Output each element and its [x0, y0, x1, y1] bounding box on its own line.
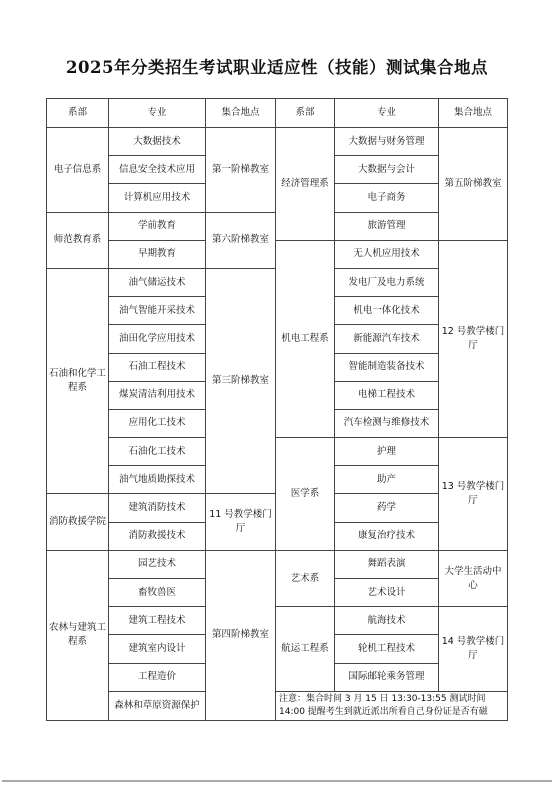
- department-cell: 电子信息系: [47, 128, 109, 213]
- major-cell: 旅游管理: [335, 212, 439, 240]
- location-cell: 12 号教学楼门厅: [439, 240, 508, 437]
- major-cell: 药学: [335, 494, 439, 522]
- major-cell: 电子商务: [335, 184, 439, 212]
- major-cell: 助产: [335, 466, 439, 494]
- location-cell: 13 号教学楼门厅: [439, 438, 508, 551]
- major-cell: 康复治疗技术: [335, 522, 439, 550]
- major-cell: 大数据技术: [109, 128, 206, 156]
- notice-text: 注意：集合时间 3 月 15 日 13:30-13:55 测试时间 14:00 提醒考生到就近派出所看自己身份证是否有磁: [276, 691, 508, 720]
- department-cell: 消防救援学院: [47, 494, 109, 550]
- location-cell: 第六阶梯教室: [206, 212, 276, 268]
- location-cell: 11 号教学楼门厅: [206, 494, 276, 550]
- location-cell: 第五阶梯教室: [439, 128, 508, 241]
- department-cell: 石油和化学工程系: [47, 268, 109, 494]
- major-cell: 汽车检测与维修技术: [335, 409, 439, 437]
- department-cell: 艺术系: [276, 550, 335, 606]
- table-row: [47, 607, 508, 635]
- department-cell: 师范教育系: [47, 212, 109, 268]
- table-row: [47, 550, 508, 578]
- table-row: [47, 691, 508, 720]
- table-header-row: [47, 99, 508, 128]
- major-cell: 发电厂及电力系统: [335, 268, 439, 296]
- location-cell: 第一阶梯教室: [206, 128, 276, 213]
- major-cell: 石油工程技术: [109, 353, 206, 381]
- major-cell: 国际邮轮乘务管理: [335, 663, 439, 691]
- major-cell: 建筑消防技术: [109, 494, 206, 522]
- bottom-divider: [2, 780, 552, 782]
- schedule-table: [46, 98, 508, 721]
- department-cell: 航运工程系: [276, 607, 335, 692]
- header-department-left: 系部: [47, 99, 109, 128]
- location-cell: 第四阶梯教室: [206, 550, 276, 720]
- department-cell: 农林与建筑工程系: [47, 550, 109, 720]
- major-cell: 智能制造装备技术: [335, 353, 439, 381]
- major-cell: 畜牧兽医: [109, 579, 206, 607]
- major-cell: 新能源汽车技术: [335, 325, 439, 353]
- major-cell: 信息安全技术应用: [109, 156, 206, 184]
- header-major-left: 专业: [109, 99, 206, 128]
- major-cell: 油气智能开采技术: [109, 297, 206, 325]
- location-cell: 第三阶梯教室: [206, 268, 276, 494]
- department-cell: 经济管理系: [276, 128, 335, 241]
- major-cell: 计算机应用技术: [109, 184, 206, 212]
- location-cell: 大学生活动中心: [439, 550, 508, 606]
- major-cell: 油气地质勘探技术: [109, 466, 206, 494]
- major-cell: 建筑工程技术: [109, 607, 206, 635]
- major-cell: 园艺技术: [109, 550, 206, 578]
- major-cell: 油气储运技术: [109, 268, 206, 296]
- major-cell: 大数据与会计: [335, 156, 439, 184]
- department-cell: 机电工程系: [276, 240, 335, 437]
- major-cell: 石油化工技术: [109, 438, 206, 466]
- major-cell: 大数据与财务管理: [335, 128, 439, 156]
- table-row: [47, 438, 508, 466]
- table-row: [47, 240, 508, 268]
- major-cell: 电梯工程技术: [335, 381, 439, 409]
- major-cell: 油田化学应用技术: [109, 325, 206, 353]
- major-cell: 无人机应用技术: [335, 240, 439, 268]
- major-cell: 应用化工技术: [109, 409, 206, 437]
- table-row: [47, 128, 508, 156]
- major-cell: 森林和草原资源保护: [109, 691, 206, 720]
- major-cell: 早期教育: [109, 240, 206, 268]
- location-cell: 14 号教学楼门厅: [439, 607, 508, 692]
- header-location-right: 集合地点: [439, 99, 508, 128]
- major-cell: 工程造价: [109, 663, 206, 691]
- major-cell: 建筑室内设计: [109, 635, 206, 663]
- header-department-right: 系部: [276, 99, 335, 128]
- major-cell: 航海技术: [335, 607, 439, 635]
- major-cell: 机电一体化技术: [335, 297, 439, 325]
- major-cell: 护理: [335, 438, 439, 466]
- major-cell: 消防救援技术: [109, 522, 206, 550]
- major-cell: 轮机工程技术: [335, 635, 439, 663]
- page-title: 2025年分类招生考试职业适应性（技能）测试集合地点: [66, 58, 488, 77]
- header-major-right: 专业: [335, 99, 439, 128]
- major-cell: 煤炭清洁利用技术: [109, 381, 206, 409]
- major-cell: 舞蹈表演: [335, 550, 439, 578]
- header-location-left: 集合地点: [206, 99, 276, 128]
- major-cell: 学前教育: [109, 212, 206, 240]
- department-cell: 医学系: [276, 438, 335, 551]
- major-cell: 艺术设计: [335, 579, 439, 607]
